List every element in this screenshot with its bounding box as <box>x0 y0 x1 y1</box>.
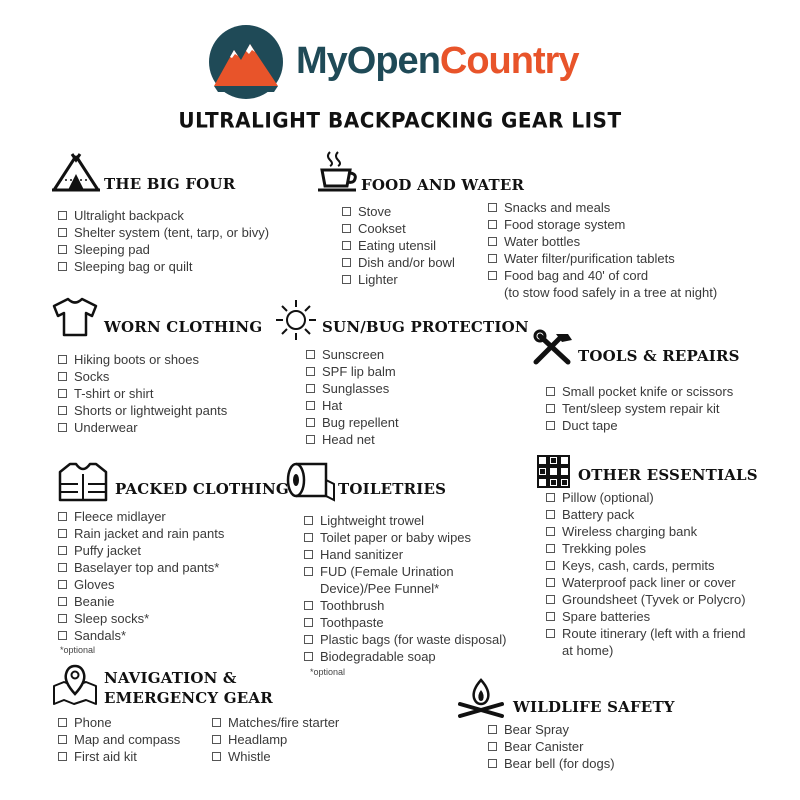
list-item[interactable]: Route itinerary (left with a friend at home) <box>546 625 746 659</box>
checkbox[interactable] <box>58 228 67 237</box>
checkbox[interactable] <box>58 355 67 364</box>
navigation-list-col2 <box>212 714 339 765</box>
list-item[interactable]: Pillow (optional) <box>546 489 746 506</box>
section-title-sun-bug: SUN/BUG PROTECTION <box>322 318 529 336</box>
list-item[interactable]: Waterproof pack liner or cover <box>546 574 746 591</box>
section-title-big-four: THE BIG FOUR <box>104 175 236 193</box>
checkbox[interactable] <box>546 629 555 638</box>
list-item[interactable]: Shorts or lightweight pants <box>58 402 227 419</box>
checkbox[interactable] <box>546 612 555 621</box>
checkbox[interactable] <box>58 631 67 640</box>
list-item[interactable]: Small pocket knife or scissors <box>546 383 733 400</box>
toilet-paper-icon <box>286 462 336 502</box>
list-item[interactable]: Trekking poles <box>546 540 746 557</box>
checkbox[interactable] <box>58 597 67 606</box>
map-pin-icon <box>52 664 98 706</box>
packed-clothing-list <box>58 508 224 644</box>
wildlife-list <box>488 721 615 772</box>
list-item[interactable]: Duct tape <box>546 417 733 434</box>
navigation-list-col1 <box>58 714 180 765</box>
list-item[interactable]: Dish and/or bowl <box>342 254 455 271</box>
page-title: ULTRALIGHT BACKPACKING GEAR LIST <box>178 107 622 133</box>
checkbox[interactable] <box>488 254 497 263</box>
sun-bug-list <box>306 346 399 448</box>
checkbox[interactable] <box>546 561 555 570</box>
list-item[interactable]: Sunglasses <box>306 380 399 397</box>
coffee-cup-icon <box>316 150 360 194</box>
list-item[interactable]: Head net <box>306 431 399 448</box>
list-item[interactable]: Biodegradable soap <box>304 648 506 665</box>
checkbox[interactable] <box>546 595 555 604</box>
list-item[interactable]: Keys, cash, cards, permits <box>546 557 746 574</box>
checkbox[interactable] <box>488 237 497 246</box>
list-item[interactable]: Groundsheet (Tyvek or Polycro) <box>546 591 746 608</box>
checkbox[interactable] <box>304 533 313 542</box>
section-title-wildlife: WILDLIFE SAFETY <box>513 698 675 716</box>
checkbox[interactable] <box>58 372 67 381</box>
checkbox[interactable] <box>546 544 555 553</box>
checkbox[interactable] <box>304 567 313 576</box>
checkbox[interactable] <box>488 725 497 734</box>
list-item[interactable]: Puffy jacket <box>58 542 224 559</box>
list-item[interactable]: Bear bell (for dogs) <box>488 755 615 772</box>
checkbox[interactable] <box>488 742 497 751</box>
list-item[interactable]: Rain jacket and rain pants <box>58 525 224 542</box>
brand-part1: MyOpen <box>296 40 440 82</box>
tools-list <box>546 383 733 434</box>
list-item[interactable]: Water filter/purification tablets <box>488 250 717 267</box>
list-item[interactable]: First aid kit <box>58 748 180 765</box>
list-item[interactable]: Water bottles <box>488 233 717 250</box>
checkbox[interactable] <box>342 258 351 267</box>
optional-note: *optional <box>60 645 96 655</box>
grid-icon <box>537 455 571 489</box>
checkbox[interactable] <box>306 367 315 376</box>
tools-icon <box>532 330 576 366</box>
list-item[interactable]: T-shirt or shirt <box>58 385 227 402</box>
mountain-logo-icon <box>208 24 284 100</box>
list-item[interactable]: Bear Spray <box>488 721 615 738</box>
checkbox[interactable] <box>488 220 497 229</box>
checkbox[interactable] <box>58 262 67 271</box>
section-title-navigation-line1: NAVIGATION & <box>104 669 237 687</box>
list-item[interactable]: Sleep socks* <box>58 610 224 627</box>
list-item[interactable]: Tent/sleep system repair kit <box>546 400 733 417</box>
checkbox[interactable] <box>488 271 497 280</box>
list-item[interactable]: SPF lip balm <box>306 363 399 380</box>
list-item[interactable]: Eating utensil <box>342 237 455 254</box>
checkbox[interactable] <box>342 207 351 216</box>
checkbox[interactable] <box>58 389 67 398</box>
checkbox[interactable] <box>546 404 555 413</box>
checkbox[interactable] <box>58 406 67 415</box>
checkbox[interactable] <box>546 493 555 502</box>
list-item[interactable]: Sandals* <box>58 627 224 644</box>
section-title-navigation-line2: EMERGENCY GEAR <box>104 689 273 707</box>
list-item[interactable]: Matches/fire starter <box>212 714 339 731</box>
campfire-icon <box>456 676 506 718</box>
list-item[interactable]: FUD (Female Urination Device)/Pee Funnel* <box>304 563 506 597</box>
checkbox[interactable] <box>58 211 67 220</box>
list-item[interactable]: Sleeping bag or quilt <box>58 258 269 275</box>
checkbox[interactable] <box>212 718 221 727</box>
list-item[interactable]: Spare batteries <box>546 608 746 625</box>
list-item[interactable]: Toothbrush <box>304 597 506 614</box>
list-item[interactable]: Hand sanitizer <box>304 546 506 563</box>
section-title-tools: TOOLS & REPAIRS <box>578 347 740 365</box>
checkbox[interactable] <box>212 752 221 761</box>
checkbox[interactable] <box>304 618 313 627</box>
list-item[interactable]: Lighter <box>342 271 455 288</box>
checkbox[interactable] <box>58 563 67 572</box>
food-water-list-col1 <box>342 203 455 288</box>
checkbox[interactable] <box>58 718 67 727</box>
list-item-continuation: (to stow food safely in a tree at night) <box>504 285 718 300</box>
list-item[interactable]: Ultralight backpack <box>58 207 269 224</box>
checkbox[interactable] <box>342 241 351 250</box>
brand-wordmark <box>296 40 579 83</box>
worn-clothing-list <box>58 351 227 436</box>
checkbox[interactable] <box>304 516 313 525</box>
section-title-packed-clothing: PACKED CLOTHING <box>115 480 289 498</box>
checkbox[interactable] <box>58 245 67 254</box>
tshirt-icon <box>52 296 98 338</box>
list-item[interactable]: Food bag and 40' of cord <box>488 267 717 284</box>
checkbox[interactable] <box>546 387 555 396</box>
list-item[interactable]: Bug repellent <box>306 414 399 431</box>
list-item[interactable]: Socks <box>58 368 227 385</box>
list-item[interactable]: Cookset <box>342 220 455 237</box>
checkbox[interactable] <box>212 735 221 744</box>
checkbox[interactable] <box>304 550 313 559</box>
checkbox[interactable] <box>306 401 315 410</box>
list-item[interactable]: Whistle <box>212 748 339 765</box>
checkbox[interactable] <box>58 580 67 589</box>
list-item[interactable]: Hat <box>306 397 399 414</box>
vest-icon <box>56 462 110 502</box>
list-item[interactable]: Phone <box>58 714 180 731</box>
list-item[interactable]: Underwear <box>58 419 227 436</box>
list-item[interactable]: Headlamp <box>212 731 339 748</box>
list-item[interactable]: Hiking boots or shoes <box>58 351 227 368</box>
checkbox[interactable] <box>306 384 315 393</box>
list-item[interactable]: Plastic bags (for waste disposal) <box>304 631 506 648</box>
food-water-list-col2 <box>488 199 717 301</box>
checkbox[interactable] <box>546 578 555 587</box>
checkbox[interactable] <box>304 601 313 610</box>
tent-icon <box>50 152 102 194</box>
checkbox[interactable] <box>58 735 67 744</box>
list-item[interactable]: Sunscreen <box>306 346 399 363</box>
checkbox[interactable] <box>306 350 315 359</box>
list-item[interactable]: Fleece midlayer <box>58 508 224 525</box>
list-item[interactable]: Stove <box>342 203 455 220</box>
list-item[interactable]: Beanie <box>58 593 224 610</box>
section-title-other: OTHER ESSENTIALS <box>578 466 758 484</box>
brand-part2: Country <box>439 40 579 82</box>
checkbox[interactable] <box>58 529 67 538</box>
checkbox[interactable] <box>58 512 67 521</box>
list-item[interactable]: Toilet paper or baby wipes <box>304 529 506 546</box>
list-item[interactable]: Baselayer top and pants* <box>58 559 224 576</box>
checkbox[interactable] <box>58 614 67 623</box>
list-item[interactable]: Food storage system <box>488 216 717 233</box>
list-item[interactable]: Wireless charging bank <box>546 523 746 540</box>
checkbox[interactable] <box>546 421 555 430</box>
list-item[interactable]: Gloves <box>58 576 224 593</box>
checkbox[interactable] <box>306 418 315 427</box>
other-essentials-list <box>546 489 746 659</box>
sun-icon <box>274 298 318 342</box>
list-item[interactable]: Map and compass <box>58 731 180 748</box>
checkbox[interactable] <box>304 652 313 661</box>
checkbox[interactable] <box>546 527 555 536</box>
list-item[interactable]: Battery pack <box>546 506 746 523</box>
big-four-list <box>58 207 269 275</box>
checkbox[interactable] <box>58 752 67 761</box>
checkbox[interactable] <box>304 635 313 644</box>
checkbox[interactable] <box>488 759 497 768</box>
section-title-toiletries: TOILETRIES <box>338 480 447 498</box>
checkbox[interactable] <box>342 275 351 284</box>
checkbox[interactable] <box>58 423 67 432</box>
list-item[interactable]: Snacks and meals <box>488 199 717 216</box>
list-item[interactable]: Toothpaste <box>304 614 506 631</box>
checkbox[interactable] <box>342 224 351 233</box>
toiletries-list <box>304 512 506 665</box>
section-title-worn-clothing: WORN CLOTHING <box>104 318 263 336</box>
checkbox[interactable] <box>546 510 555 519</box>
list-item[interactable]: Bear Canister <box>488 738 615 755</box>
list-item[interactable]: Sleeping pad <box>58 241 269 258</box>
section-title-food-water: FOOD AND WATER <box>361 176 525 194</box>
checkbox[interactable] <box>58 546 67 555</box>
list-item[interactable]: Shelter system (tent, tarp, or bivy) <box>58 224 269 241</box>
checkbox[interactable] <box>488 203 497 212</box>
optional-note: *optional <box>310 667 346 677</box>
checkbox[interactable] <box>306 435 315 444</box>
list-item[interactable]: Lightweight trowel <box>304 512 506 529</box>
